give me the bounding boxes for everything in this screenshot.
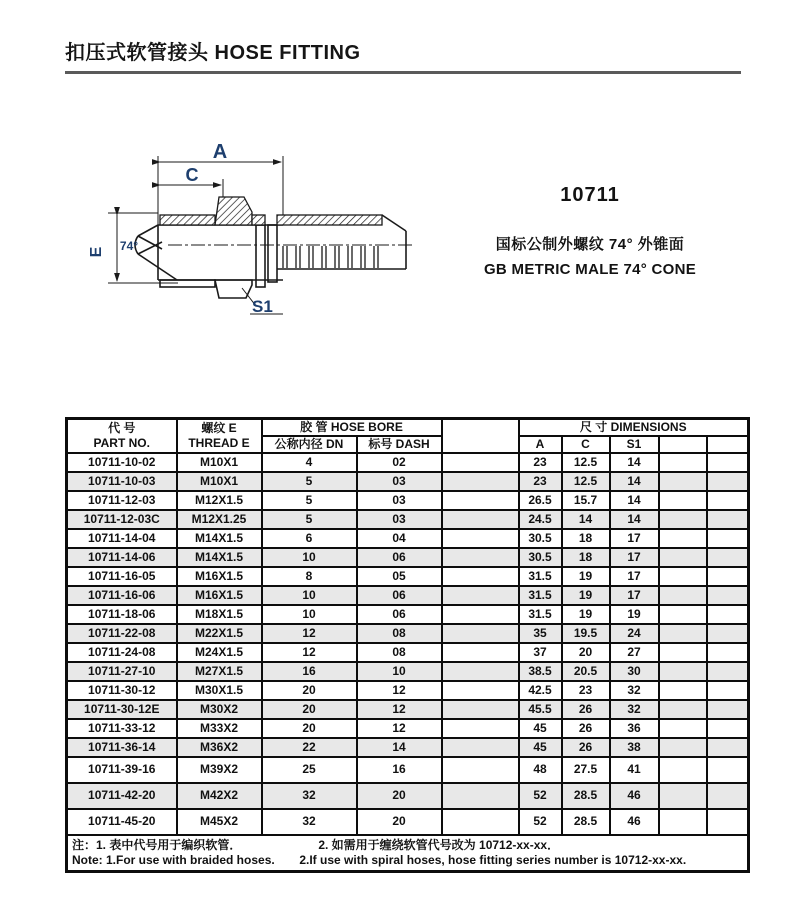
cell-part-no: 10711-30-12E [67,700,177,719]
cell-dim-a: 31.5 [519,567,562,586]
cell-dim-a: 24.5 [519,510,562,529]
cell-dim-a: 48 [519,757,562,783]
cell-dash: 12 [357,681,442,700]
table-row [67,472,749,491]
cell-thread: M45X2 [177,809,262,835]
cell-dim-s1: 32 [610,700,659,719]
cell-extra-1 [659,783,707,809]
cell-dim-s1: 46 [610,809,659,835]
cell-part-no: 10711-45-20 [67,809,177,835]
cell-dn: 12 [262,624,357,643]
cell-dn: 6 [262,529,357,548]
cell-spacer [442,624,519,643]
note-line-en [72,853,743,868]
table-row [67,681,749,700]
cell-thread: M27X1.5 [177,662,262,681]
cell-thread: M39X2 [177,757,262,783]
cell-thread: M16X1.5 [177,586,262,605]
cell-dim-c: 19 [562,586,610,605]
cell-extra-1 [659,548,707,567]
cell-dim-c: 19 [562,605,610,624]
cell-extra-2 [707,719,749,738]
group-header-dimensions: 尺 寸 DIMENSIONS [519,419,749,436]
cell-extra-2 [707,809,749,835]
table-row [67,719,749,738]
cell-dn: 4 [262,453,357,472]
cell-thread: M24X1.5 [177,643,262,662]
cell-spacer [442,586,519,605]
title-rule [65,71,741,74]
cell-dim-c: 14 [562,510,610,529]
cell-dim-c: 26 [562,719,610,738]
cell-dim-c: 28.5 [562,809,610,835]
cell-dim-a: 30.5 [519,529,562,548]
cell-dn: 12 [262,643,357,662]
cell-extra-2 [707,529,749,548]
cell-part-no: 10711-10-02 [67,453,177,472]
cell-dim-c: 26 [562,738,610,757]
cell-dim-c: 19.5 [562,624,610,643]
cell-dash: 16 [357,757,442,783]
group-header-hose-bore: 胶 管 HOSE BORE [262,419,442,436]
cell-extra-2 [707,681,749,700]
col-header-s1: S1 [610,436,659,453]
cell-thread: M10X1 [177,472,262,491]
table-row [67,643,749,662]
cell-dim-a: 35 [519,624,562,643]
cell-dim-c: 19 [562,567,610,586]
cell-thread: M42X2 [177,783,262,809]
table-row [67,757,749,783]
cell-part-no: 10711-12-03C [67,510,177,529]
cell-dim-s1: 46 [610,783,659,809]
cell-dash: 06 [357,605,442,624]
col-header-extra-1 [659,436,707,453]
cell-dash: 06 [357,586,442,605]
cell-thread: M36X2 [177,738,262,757]
cell-spacer [442,548,519,567]
cell-dim-a: 30.5 [519,548,562,567]
cell-extra-1 [659,757,707,783]
cell-dim-s1: 24 [610,624,659,643]
cell-extra-1 [659,681,707,700]
cell-extra-2 [707,472,749,491]
cell-extra-1 [659,809,707,835]
cell-spacer [442,700,519,719]
cell-dim-c: 20 [562,643,610,662]
cell-extra-2 [707,548,749,567]
cell-dim-a: 23 [519,453,562,472]
cell-dn: 5 [262,491,357,510]
col-header-c: C [562,436,610,453]
cell-dim-c: 27.5 [562,757,610,783]
cell-dim-a: 37 [519,643,562,662]
col-header-spacer [442,419,519,453]
cell-part-no: 10711-39-16 [67,757,177,783]
cell-dn: 16 [262,662,357,681]
cell-extra-1 [659,738,707,757]
cell-dim-c: 23 [562,681,610,700]
cell-dim-c: 20.5 [562,662,610,681]
cell-extra-2 [707,643,749,662]
cell-dim-s1: 32 [610,681,659,700]
cell-dim-s1: 14 [610,472,659,491]
cell-dash: 03 [357,510,442,529]
note-cn-2: 2. 如需用于缠绕软管代号改为 10712-xx-xx． [318,837,560,852]
table-row [67,567,749,586]
fitting-diagram [80,130,430,320]
cell-extra-2 [707,605,749,624]
cell-dim-a: 31.5 [519,605,562,624]
cell-dash: 20 [357,783,442,809]
product-block [440,184,740,278]
cell-dim-a: 23 [519,472,562,491]
cell-dn: 20 [262,681,357,700]
table-row [67,783,749,809]
cell-part-no: 10711-30-12 [67,681,177,700]
cell-dim-c: 12.5 [562,472,610,491]
table-row [67,624,749,643]
cell-dim-a: 31.5 [519,586,562,605]
cell-dn: 5 [262,472,357,491]
cell-dash: 06 [357,548,442,567]
note-en-2: 2.If use with spiral hoses, hose fitting series number is 10712-xx-xx. [299,852,687,867]
cell-dn: 10 [262,548,357,567]
cell-dim-a: 26.5 [519,491,562,510]
cell-dim-a: 42.5 [519,681,562,700]
cell-spacer [442,567,519,586]
cell-dim-s1: 36 [610,719,659,738]
cell-dim-a: 52 [519,783,562,809]
cell-dim-a: 38.5 [519,662,562,681]
cell-extra-2 [707,662,749,681]
col-header-thread: 螺纹 E THREAD E [177,419,262,453]
cell-part-no: 10711-10-03 [67,472,177,491]
dimension-label-a: A [212,141,228,163]
cell-spacer [442,643,519,662]
cell-dn: 32 [262,783,357,809]
cell-dash: 05 [357,567,442,586]
cell-dim-c: 18 [562,548,610,567]
cell-extra-2 [707,453,749,472]
cell-part-no: 10711-22-08 [67,624,177,643]
cell-part-no: 10711-14-06 [67,548,177,567]
cell-thread: M12X1.5 [177,491,262,510]
cell-dim-a: 52 [519,809,562,835]
hose-tail-rings [283,246,378,268]
cell-extra-1 [659,662,707,681]
table-row [67,548,749,567]
cell-thread: M10X1 [177,453,262,472]
cell-thread: M18X1.5 [177,605,262,624]
cell-part-no: 10711-33-12 [67,719,177,738]
angle-label: 74° [119,239,139,253]
cell-dim-a: 45 [519,719,562,738]
dimension-label-s1: S1 [252,297,273,316]
cell-dim-a: 45 [519,738,562,757]
table-row [67,662,749,681]
cell-dash: 20 [357,809,442,835]
dimension-label-e: E [88,246,105,258]
cell-dim-s1: 14 [610,491,659,510]
cell-spacer [442,510,519,529]
cell-extra-2 [707,567,749,586]
product-name-cn: 国标公制外螺纹 74° 外锥面 [495,236,685,253]
cell-dim-s1: 27 [610,643,659,662]
cell-part-no: 10711-16-05 [67,567,177,586]
cell-thread: M22X1.5 [177,624,262,643]
cell-extra-1 [659,529,707,548]
table-row [67,605,749,624]
cell-dash: 04 [357,529,442,548]
notes-cell [67,835,749,872]
cell-extra-2 [707,738,749,757]
cell-dash: 03 [357,491,442,510]
cell-spacer [442,453,519,472]
cell-extra-2 [707,700,749,719]
table-row [67,491,749,510]
cell-part-no: 10711-14-04 [67,529,177,548]
cell-dim-s1: 14 [610,510,659,529]
cell-part-no: 10711-36-14 [67,738,177,757]
cell-dim-c: 28.5 [562,783,610,809]
cell-dim-s1: 17 [610,586,659,605]
cell-dim-s1: 14 [610,453,659,472]
cell-dn: 8 [262,567,357,586]
cell-dn: 20 [262,719,357,738]
col-header-a: A [519,436,562,453]
cell-part-no: 10711-42-20 [67,783,177,809]
cell-thread: M30X2 [177,700,262,719]
cell-extra-2 [707,757,749,783]
table-row [67,738,749,757]
table-row [67,510,749,529]
cell-spacer [442,491,519,510]
table-row [67,700,749,719]
cell-extra-2 [707,491,749,510]
cell-extra-1 [659,700,707,719]
cell-dash: 08 [357,624,442,643]
cell-dim-s1: 41 [610,757,659,783]
cell-dim-s1: 17 [610,548,659,567]
cell-dim-s1: 38 [610,738,659,757]
cell-dim-s1: 19 [610,605,659,624]
cell-dn: 22 [262,738,357,757]
cell-dn: 32 [262,809,357,835]
cell-dn: 10 [262,605,357,624]
cell-extra-1 [659,472,707,491]
cell-extra-1 [659,453,707,472]
cell-spacer [442,529,519,548]
cell-dash: 12 [357,700,442,719]
cell-thread: M16X1.5 [177,567,262,586]
cell-extra-1 [659,586,707,605]
cell-extra-1 [659,719,707,738]
cell-extra-1 [659,605,707,624]
cell-dim-c: 26 [562,700,610,719]
cell-thread: M14X1.5 [177,548,262,567]
cell-spacer [442,605,519,624]
cell-dim-c: 12.5 [562,453,610,472]
cell-spacer [442,719,519,738]
cell-dim-s1: 17 [610,567,659,586]
thread-hatch [160,197,382,225]
col-header-dn: 公称内径 DN [262,436,357,453]
cell-part-no: 10711-12-03 [67,491,177,510]
cell-dim-a: 45.5 [519,700,562,719]
cell-dim-c: 15.7 [562,491,610,510]
note-line-cn [72,838,743,853]
cell-part-no: 10711-16-06 [67,586,177,605]
table-row [67,809,749,835]
spec-table [65,417,750,873]
cell-dash: 10 [357,662,442,681]
cell-thread: M33X2 [177,719,262,738]
cell-dash: 12 [357,719,442,738]
table-row [67,586,749,605]
cell-extra-2 [707,783,749,809]
cell-part-no: 10711-18-06 [67,605,177,624]
cell-spacer [442,738,519,757]
cell-spacer [442,809,519,835]
cell-spacer [442,757,519,783]
col-header-part-no: 代 号 PART NO. [67,419,177,453]
cell-extra-1 [659,643,707,662]
product-model: 10711 [560,184,620,206]
cell-extra-2 [707,624,749,643]
cell-extra-2 [707,586,749,605]
note-en-1: Note: 1.For use with braided hoses. [72,852,275,867]
product-name-en: GB METRIC MALE 74° CONE [483,261,697,278]
cell-extra-1 [659,567,707,586]
table-row [67,453,749,472]
spec-table-body [67,453,749,835]
col-header-dash: 标号 DASH [357,436,442,453]
cell-dim-c: 18 [562,529,610,548]
cell-dn: 10 [262,586,357,605]
cell-spacer [442,472,519,491]
cell-extra-1 [659,624,707,643]
cell-dn: 5 [262,510,357,529]
cell-dim-s1: 30 [610,662,659,681]
cell-dash: 08 [357,643,442,662]
cell-thread: M30X1.5 [177,681,262,700]
cell-dash: 02 [357,453,442,472]
cell-dash: 14 [357,738,442,757]
page-title: 扣压式软管接头 HOSE FITTING [65,42,361,64]
cell-part-no: 10711-27-10 [67,662,177,681]
cell-extra-1 [659,491,707,510]
cell-dim-s1: 17 [610,529,659,548]
cell-extra-1 [659,510,707,529]
cell-dn: 25 [262,757,357,783]
dimension-label-c: C [185,165,199,185]
cell-dn: 20 [262,700,357,719]
note-cn-1: 注：1. 表中代号用于编织软管． [72,837,242,852]
cell-spacer [442,783,519,809]
cell-spacer [442,681,519,700]
table-row [67,529,749,548]
cell-dash: 03 [357,472,442,491]
cell-thread: M14X1.5 [177,529,262,548]
cell-thread: M12X1.25 [177,510,262,529]
cell-spacer [442,662,519,681]
cell-extra-2 [707,510,749,529]
cell-part-no: 10711-24-08 [67,643,177,662]
col-header-extra-2 [707,436,749,453]
